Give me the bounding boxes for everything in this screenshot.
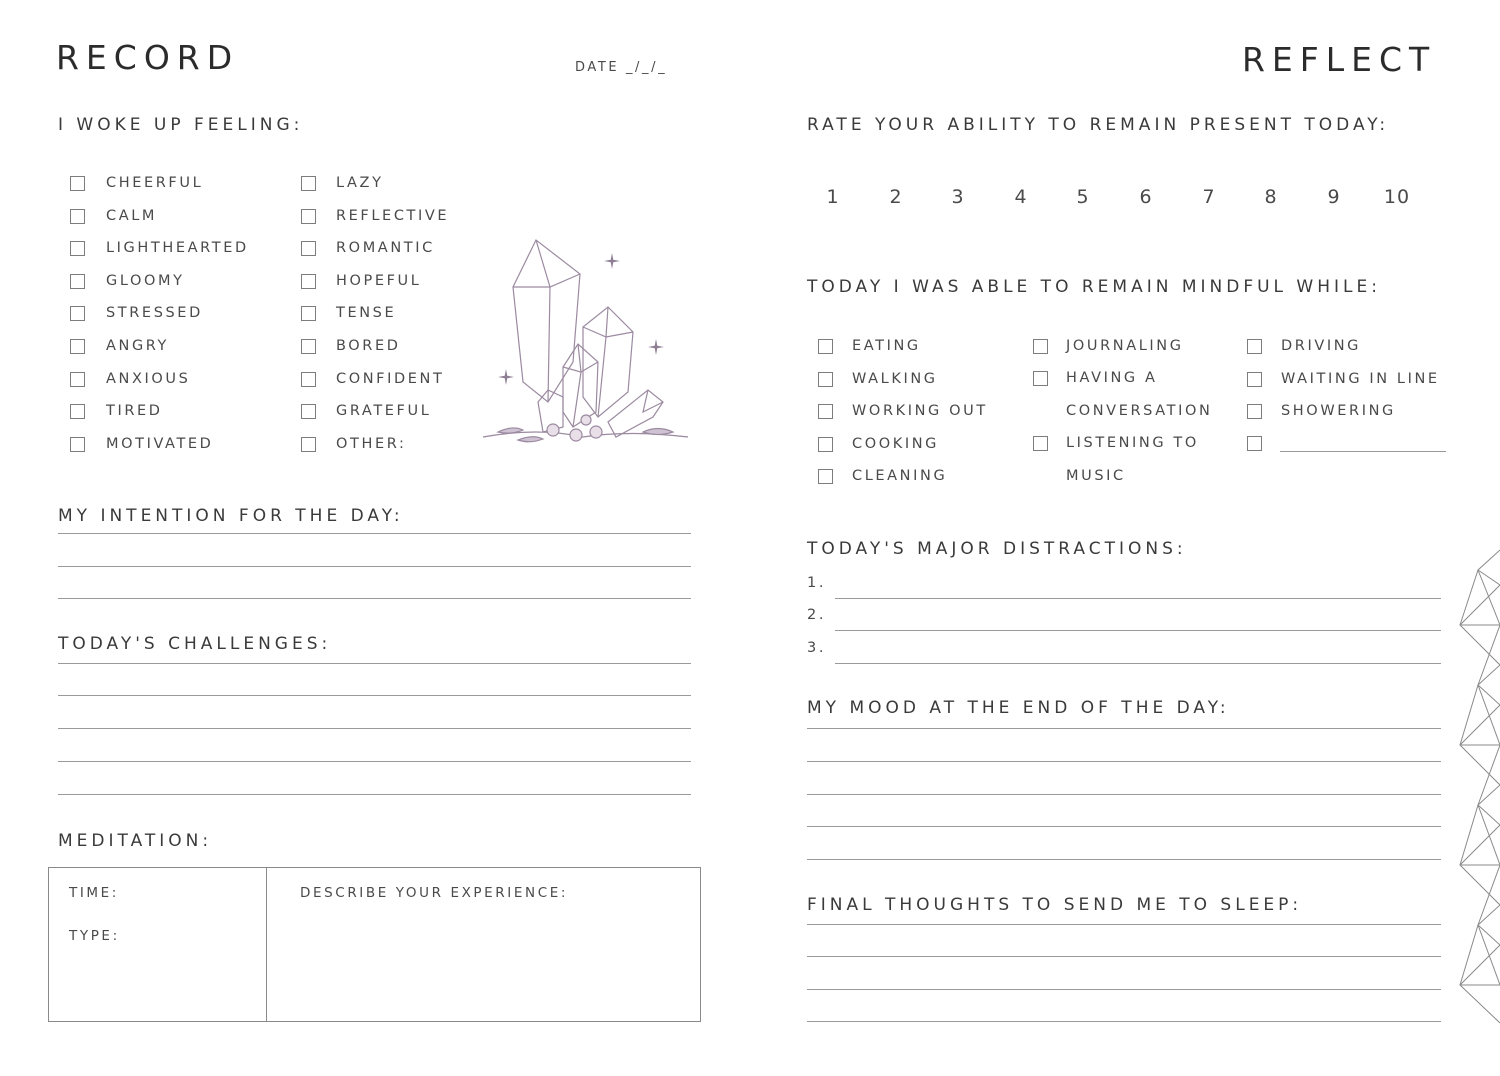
date-label: DATE _/_/_ <box>575 60 668 75</box>
option-label: EATING <box>852 338 921 354</box>
rating-option[interactable]: 7 <box>1202 186 1216 208</box>
option-label: CONFIDENT <box>336 370 445 387</box>
page-title-reflect: REFLECT <box>1242 40 1437 79</box>
checkbox-feeling-b-3[interactable] <box>301 274 316 289</box>
challenges-heading: TODAY'S CHALLENGES: <box>58 634 332 654</box>
checkbox-feeling-b-5[interactable] <box>301 339 316 354</box>
checkbox[interactable] <box>1033 371 1048 386</box>
option-label: CHEERFUL <box>106 175 204 191</box>
page-title-record: RECORD <box>56 38 240 77</box>
checkbox-mindful-c-0[interactable] <box>1247 339 1262 354</box>
intention-heading: MY INTENTION FOR THE DAY: <box>58 506 404 526</box>
option-label: HAVING A <box>1066 370 1158 386</box>
writing-line[interactable] <box>807 956 1441 957</box>
writing-line[interactable] <box>58 728 691 729</box>
rating-option[interactable]: 8 <box>1264 186 1278 208</box>
option-label: BORED <box>336 338 401 354</box>
option-label: STRESSED <box>106 305 203 322</box>
checkbox-mindful-c-1[interactable] <box>1247 372 1262 387</box>
time-label[interactable]: TIME: <box>69 885 119 901</box>
checkbox-feeling-a-8[interactable] <box>70 437 85 452</box>
checkbox-feeling-b-7[interactable] <box>301 404 316 419</box>
option-label: CONVERSATION <box>1066 403 1213 419</box>
option-label: DRIVING <box>1281 338 1361 354</box>
writing-line[interactable] <box>807 989 1441 990</box>
type-label[interactable]: TYPE: <box>69 928 120 944</box>
checkbox-mindful-c-2[interactable] <box>1247 404 1262 419</box>
checkbox-feeling-a-7[interactable] <box>70 404 85 419</box>
checkbox-feeling-b-6[interactable] <box>301 372 316 387</box>
sparkle-icon <box>604 253 620 269</box>
mindful-heading: TODAY I WAS ABLE TO REMAIN MINDFUL WHILE: <box>807 277 1381 297</box>
checkbox-feeling-b-0[interactable] <box>301 176 316 191</box>
experience-label[interactable]: DESCRIBE YOUR EXPERIENCE: <box>300 885 568 901</box>
option-label: LIGHTHEARTED <box>106 240 249 257</box>
option-label: GLOOMY <box>106 272 185 289</box>
writing-line[interactable] <box>58 566 691 567</box>
writing-line[interactable] <box>58 761 691 762</box>
option-label: HOPEFUL <box>336 272 422 289</box>
option-label: ANXIOUS <box>106 370 191 387</box>
checkbox-feeling-b-2[interactable] <box>301 241 316 256</box>
checkbox-mindful-a-4[interactable] <box>818 469 833 484</box>
distractions-heading: TODAY'S MAJOR DISTRACTIONS: <box>807 539 1187 559</box>
mood-heading: MY MOOD AT THE END OF THE DAY: <box>807 698 1230 718</box>
option-label: WAITING IN LINE <box>1281 370 1440 387</box>
checkbox-feeling-a-2[interactable] <box>70 241 85 256</box>
option-label: SHOWERING <box>1281 403 1396 420</box>
rating-option[interactable]: 6 <box>1139 186 1153 208</box>
checkbox-mindful-a-0[interactable] <box>818 339 833 354</box>
checkbox-feeling-b-4[interactable] <box>301 306 316 321</box>
option-label: TIRED <box>106 403 163 420</box>
writing-line[interactable] <box>807 924 1441 925</box>
distraction-number: 2. <box>807 607 827 623</box>
option-label: OTHER: <box>336 435 407 452</box>
option-label: LAZY <box>336 175 384 191</box>
writing-line[interactable] <box>807 761 1441 762</box>
checkbox[interactable] <box>1033 339 1048 354</box>
meditation-box <box>48 867 701 1022</box>
option-label: REFLECTIVE <box>336 207 450 224</box>
distraction-number: 3. <box>807 640 827 656</box>
checkbox-mindful-a-3[interactable] <box>818 437 833 452</box>
rating-option[interactable]: 4 <box>1014 186 1028 208</box>
writing-line[interactable] <box>58 598 691 599</box>
writing-line[interactable] <box>835 630 1441 631</box>
checkbox-feeling-a-6[interactable] <box>70 372 85 387</box>
writing-line[interactable] <box>807 859 1441 860</box>
option-label: TENSE <box>336 305 397 322</box>
rating-option[interactable]: 5 <box>1076 186 1090 208</box>
sparkle-icon <box>498 369 514 385</box>
writing-line[interactable] <box>807 728 1441 729</box>
checkbox-feeling-a-5[interactable] <box>70 339 85 354</box>
writing-line[interactable] <box>835 598 1441 599</box>
meditation-divider <box>266 868 267 1021</box>
option-label: LISTENING TO <box>1066 435 1199 451</box>
writing-line[interactable] <box>58 663 691 664</box>
checkbox-feeling-b-1[interactable] <box>301 209 316 224</box>
option-label: JOURNALING <box>1066 338 1184 354</box>
writing-line[interactable] <box>58 794 691 795</box>
checkbox-feeling-a-0[interactable] <box>70 176 85 191</box>
rating-option[interactable]: 10 <box>1383 186 1411 208</box>
geometric-border-decoration <box>1458 545 1500 1025</box>
rating-option[interactable]: 2 <box>889 186 903 208</box>
checkbox-feeling-a-1[interactable] <box>70 209 85 224</box>
sparkle-icon <box>648 339 664 355</box>
rating-option[interactable]: 3 <box>951 186 965 208</box>
checkbox-mindful-a-2[interactable] <box>818 404 833 419</box>
writing-line[interactable] <box>807 826 1441 827</box>
option-label: ROMANTIC <box>336 240 435 257</box>
rating-option[interactable]: 9 <box>1327 186 1341 208</box>
option-label: MOTIVATED <box>106 435 214 452</box>
option-label: CLEANING <box>852 468 948 485</box>
checkbox[interactable] <box>1033 436 1048 451</box>
woke-up-heading: I WOKE UP FEELING: <box>58 115 304 135</box>
final-thoughts-heading: FINAL THOUGHTS TO SEND ME TO SLEEP: <box>807 895 1303 915</box>
checkbox-feeling-a-3[interactable] <box>70 274 85 289</box>
writing-line[interactable] <box>835 663 1441 664</box>
meditation-heading: MEDITATION: <box>58 831 213 851</box>
option-label: GRATEFUL <box>336 403 432 420</box>
option-label: COOKING <box>852 435 940 452</box>
checkbox-feeling-a-4[interactable] <box>70 306 85 321</box>
option-label: ANGRY <box>106 338 170 354</box>
checkbox-other[interactable] <box>1247 436 1262 451</box>
option-label: MUSIC <box>1066 468 1126 484</box>
distraction-number: 1. <box>807 575 827 591</box>
option-label: WORKING OUT <box>852 403 988 420</box>
option-label: CALM <box>106 207 158 224</box>
writing-line[interactable] <box>807 1021 1441 1022</box>
writing-line[interactable] <box>58 533 691 534</box>
other-line[interactable] <box>1280 451 1446 452</box>
checkbox-feeling-b-8[interactable] <box>301 437 316 452</box>
writing-line[interactable] <box>807 794 1441 795</box>
rating-option[interactable]: 1 <box>826 186 840 208</box>
checkbox-mindful-a-1[interactable] <box>818 372 833 387</box>
writing-line[interactable] <box>58 695 691 696</box>
rate-heading: RATE YOUR ABILITY TO REMAIN PRESENT TODAY: <box>807 115 1390 135</box>
option-label: WALKING <box>852 370 938 387</box>
